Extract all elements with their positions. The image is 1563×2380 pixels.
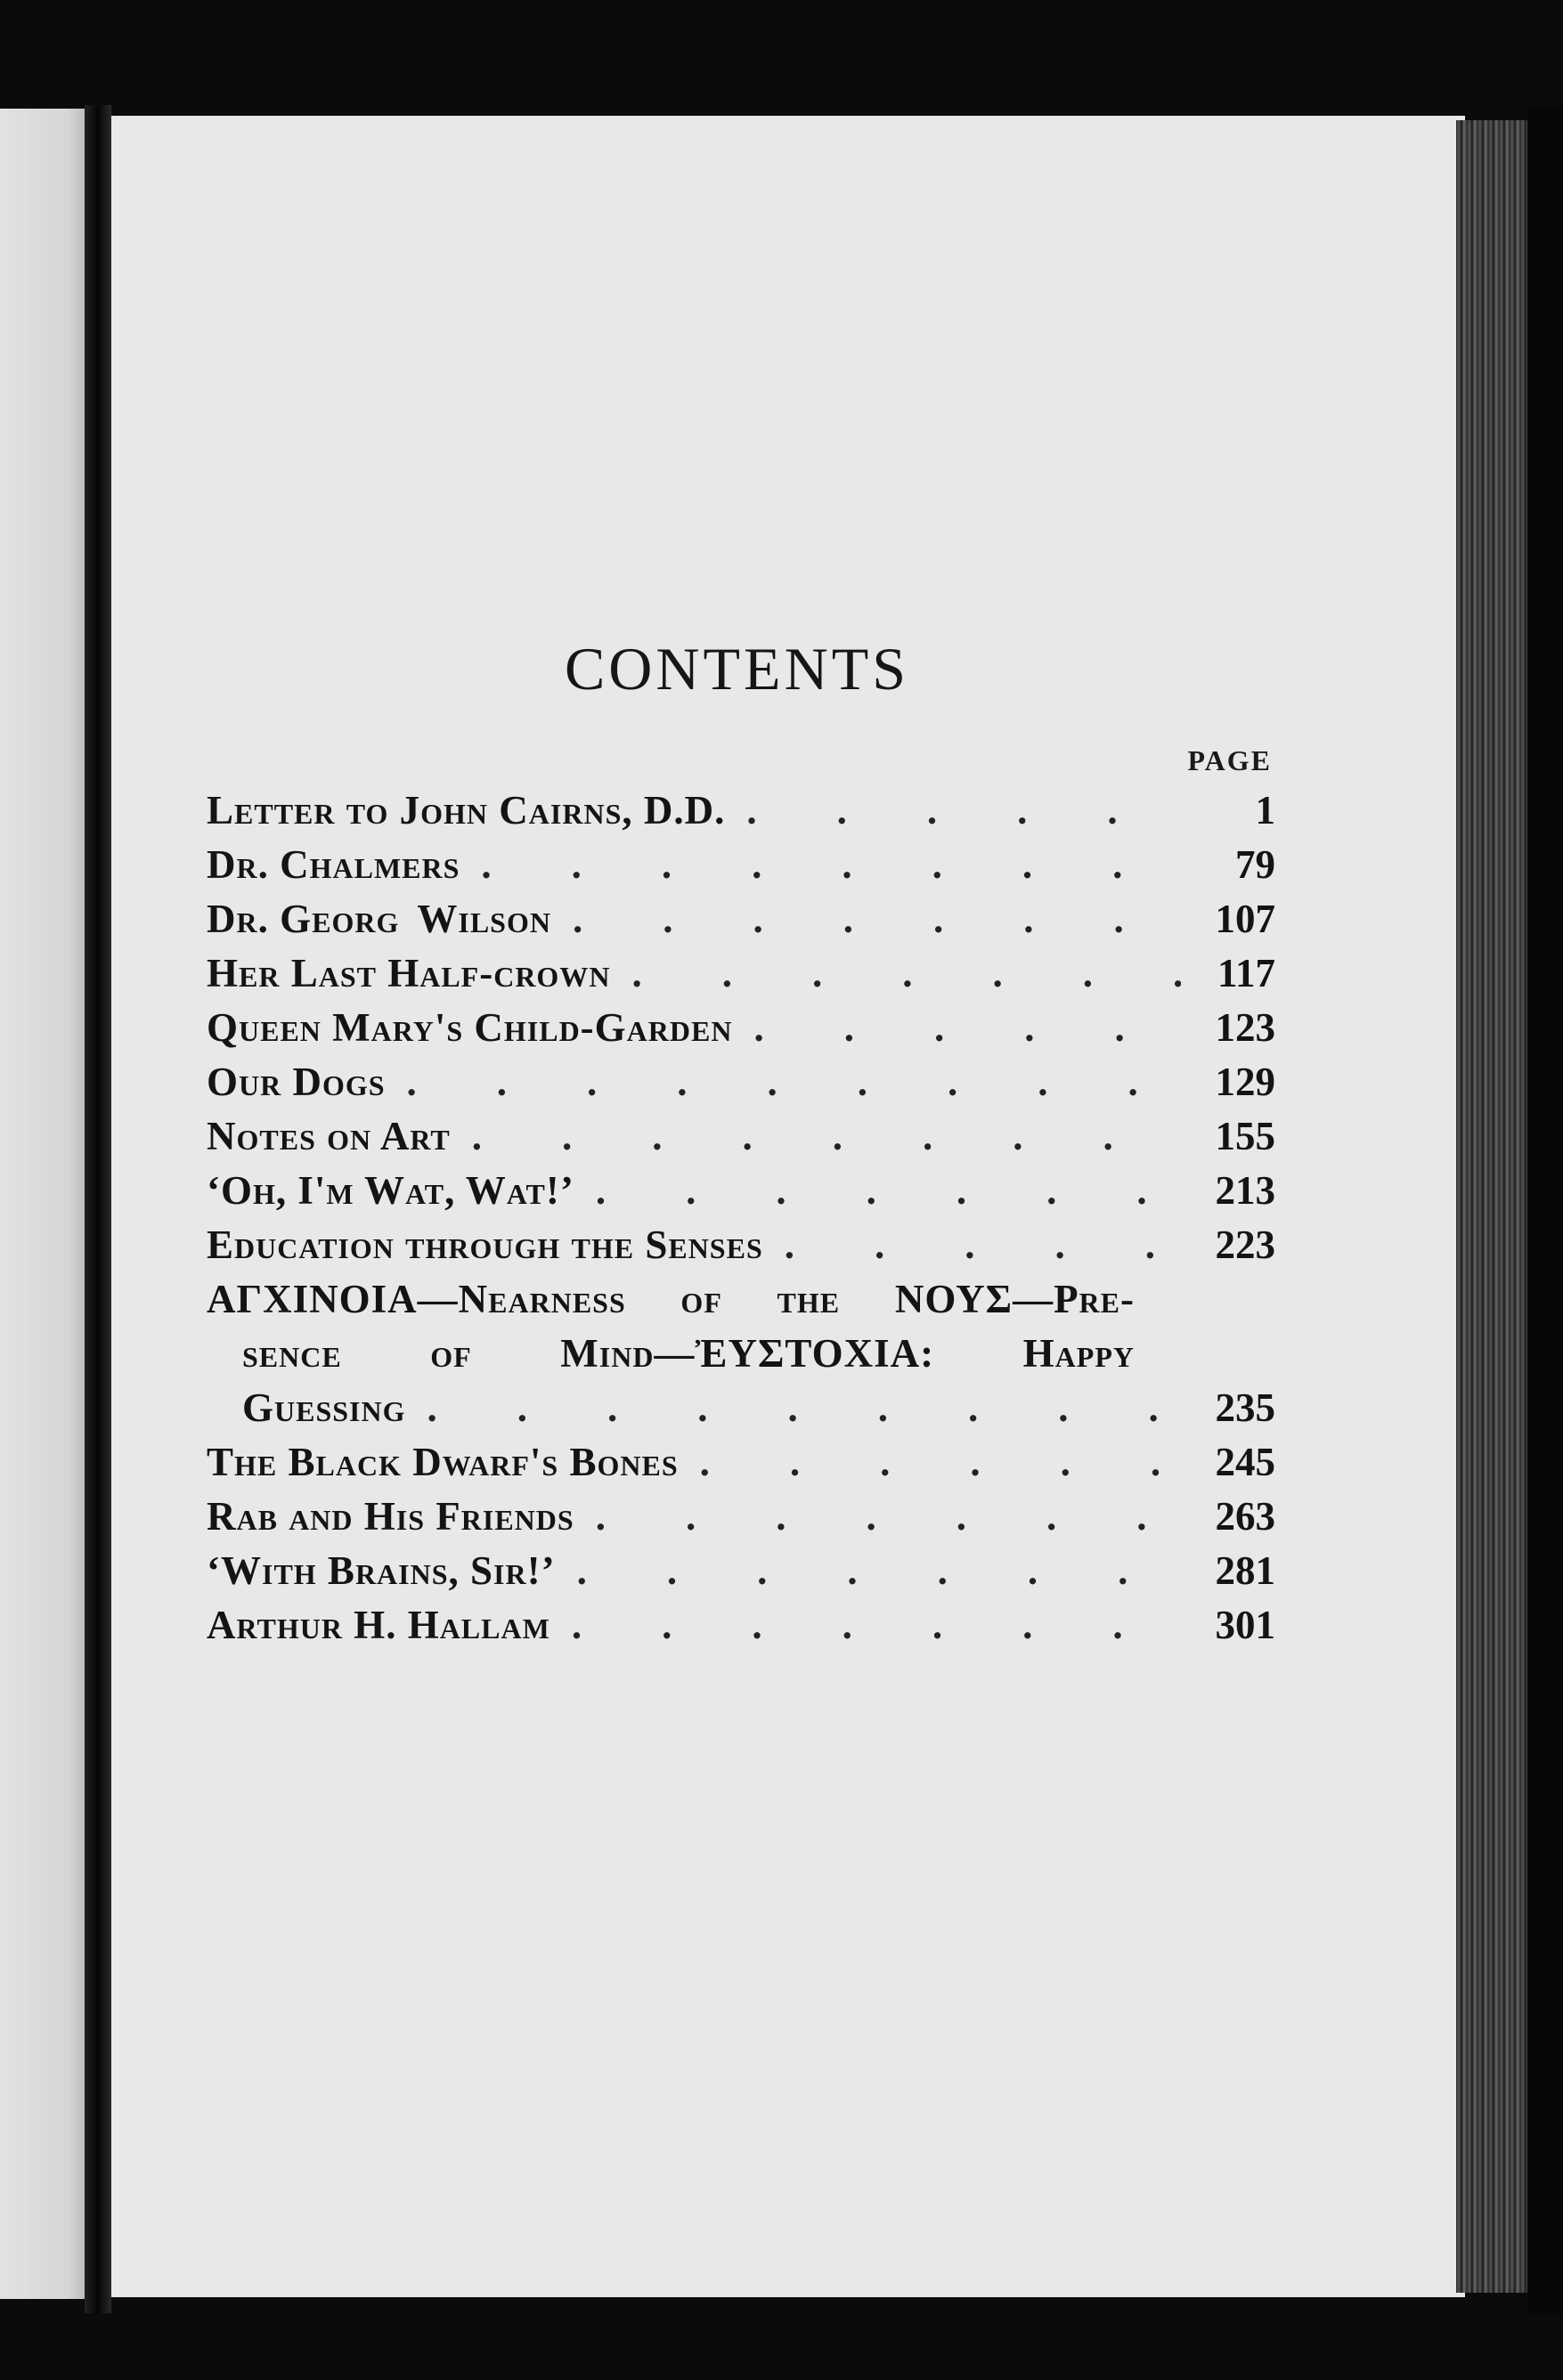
dot-leader xyxy=(746,784,1181,838)
toc-entry-title: ‘Oh, I'm Wat, Wat!’ xyxy=(207,1168,574,1213)
dot-leader xyxy=(572,1598,1181,1653)
page-column-header: PAGE xyxy=(1187,744,1272,776)
toc-entry-page: 223 xyxy=(1215,1222,1275,1267)
dot-leader xyxy=(785,1218,1181,1272)
toc-entry xyxy=(207,1544,1275,1598)
dot-leader xyxy=(631,946,1181,1001)
toc-entry-title: Notes on Art xyxy=(207,1114,451,1158)
toc-entry-page: 117 xyxy=(1217,951,1275,995)
toc-entry-page: 79 xyxy=(1235,842,1275,887)
toc-entry xyxy=(207,1055,1275,1109)
toc-entry-title: Queen Mary's Child-Garden xyxy=(207,1005,733,1050)
toc-entry-title: The Black Dwarf's Bones xyxy=(207,1440,679,1484)
page-title: CONTENTS xyxy=(564,635,910,703)
dot-leader xyxy=(577,1544,1181,1598)
toc-entry xyxy=(207,838,1275,892)
scan-border xyxy=(1527,107,1563,2315)
toc-entry-page: 245 xyxy=(1215,1440,1275,1484)
toc-entry-title: Education through the Senses xyxy=(207,1222,763,1267)
dot-leader xyxy=(481,838,1181,892)
toc-entry-page: 1 xyxy=(1255,788,1275,833)
toc-entry-title: Her Last Half-crown xyxy=(207,951,611,995)
dot-leader xyxy=(753,1001,1181,1055)
toc-entry-page: 235 xyxy=(1215,1385,1275,1430)
dot-leader xyxy=(407,1055,1181,1109)
toc-entry xyxy=(207,1598,1275,1653)
toc-entry-title: Dr. Georg Wilson xyxy=(207,897,551,941)
toc-entry-title: Dr. Chalmers xyxy=(207,842,460,887)
toc-entry-page: 213 xyxy=(1215,1168,1275,1213)
page-block-edge xyxy=(1456,120,1527,2293)
book-gutter xyxy=(85,105,111,2313)
toc-entry xyxy=(207,1435,1275,1490)
toc-entry xyxy=(207,946,1275,1001)
toc-entry xyxy=(207,1164,1275,1218)
toc-entry-page: 129 xyxy=(1215,1060,1275,1104)
toc-entry xyxy=(207,892,1275,946)
toc-entry-page: 123 xyxy=(1215,1005,1275,1050)
toc-entry-page: 155 xyxy=(1215,1114,1275,1158)
dot-leader xyxy=(427,1381,1181,1435)
toc-entry xyxy=(207,1109,1275,1164)
toc-entry-title-line: Guessing xyxy=(242,1385,406,1430)
dot-leader xyxy=(700,1435,1181,1490)
toc-entry-title: Arthur H. Hallam xyxy=(207,1603,550,1647)
table-of-contents xyxy=(207,784,1275,1653)
toc-entry-page: 107 xyxy=(1215,897,1275,941)
toc-entry-title: Rab and His Friends xyxy=(207,1494,574,1539)
toc-entry-title-line: sence of Mind—ἘΥΣΤΟΧΙΑ: Happy xyxy=(242,1331,1135,1376)
dot-leader xyxy=(573,892,1181,946)
toc-entry-page: 263 xyxy=(1215,1494,1275,1539)
toc-entry-title: ‘With Brains, Sir!’ xyxy=(207,1548,556,1593)
toc-entry-page: 281 xyxy=(1215,1548,1275,1593)
toc-entry-title: Our Dogs xyxy=(207,1060,386,1104)
toc-entry-title: Letter to John Cairns, D.D. xyxy=(207,788,726,833)
toc-entry-page: 301 xyxy=(1215,1603,1275,1647)
dot-leader xyxy=(596,1164,1181,1218)
toc-entry xyxy=(207,1218,1275,1272)
toc-entry xyxy=(207,1490,1275,1544)
facing-page-edge xyxy=(0,109,85,2299)
dot-leader xyxy=(472,1109,1181,1164)
toc-entry xyxy=(207,1381,1275,1435)
dot-leader xyxy=(596,1490,1181,1544)
toc-entry xyxy=(207,784,1275,838)
toc-entry xyxy=(207,1001,1275,1055)
toc-entry-title-line: ΑΓΧΙΝΟΙΑ—Nearness of the ΝΟΥΣ—Pre- xyxy=(207,1277,1135,1321)
